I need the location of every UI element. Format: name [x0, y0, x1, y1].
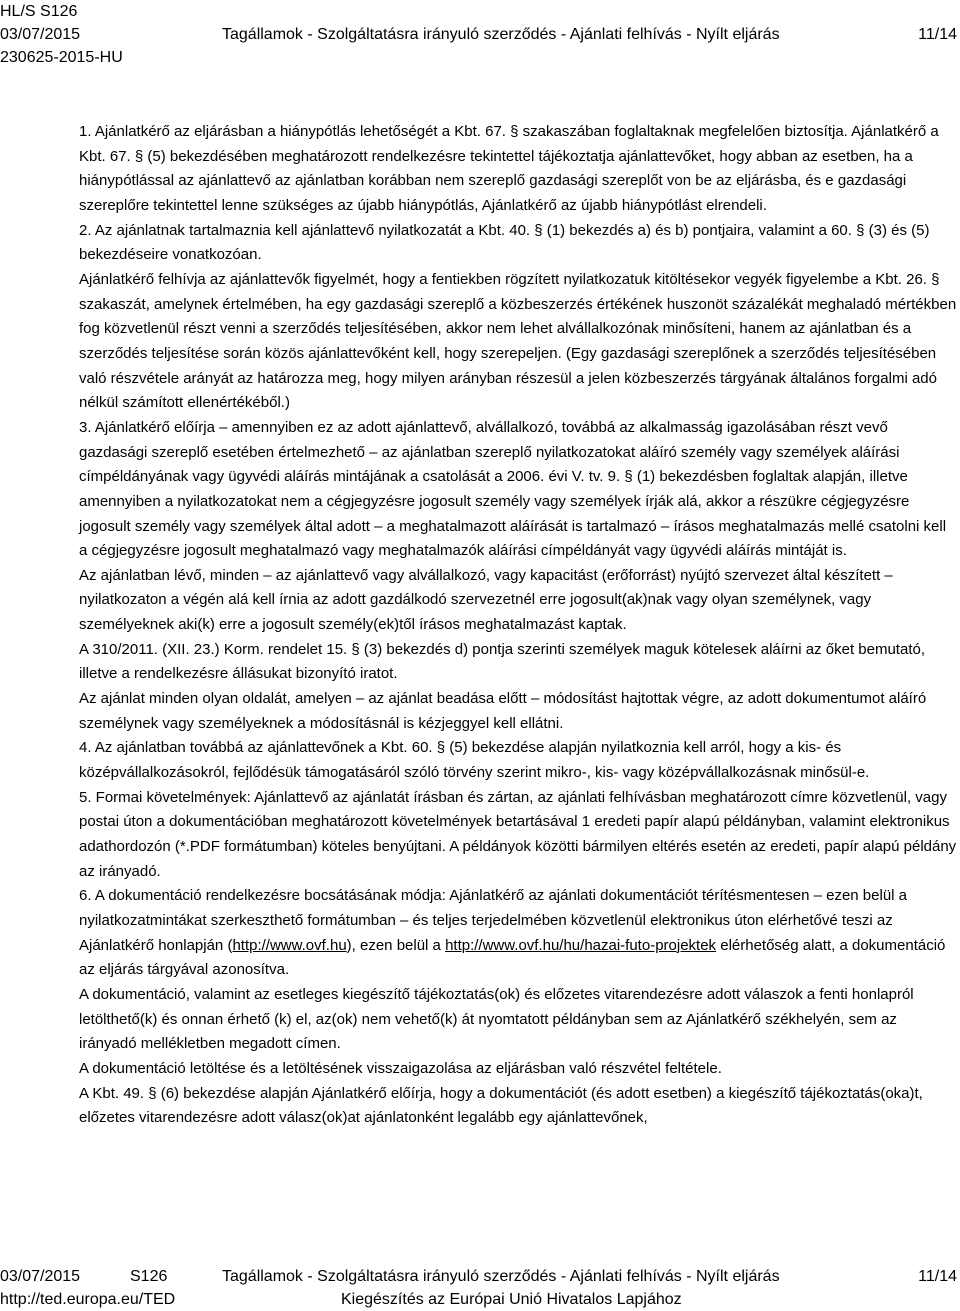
footer-series: S126 — [130, 1268, 168, 1285]
footer-row-2 — [0, 1288, 960, 1311]
paragraph: 5. Formai követelmények: Ajánlattevő az ajánlatát írásban és zártan, az ajánlati felhívásban meghatározott címre közvetlenül, vagy postai úton a dokumentációban meghatározott követelmények betartásával 1 eredeti papír alapú példányban, valamint elektronikus adathordozón (*.PDF formátumban) köteles benyújtani. A példányok közötti bármilyen eltérés esetén az eredeti, papír alapú példány az irányadó. — [79, 788, 957, 880]
paragraph: 4. Az ajánlatban továbbá az ajánlattevőnek a Kbt. 60. § (5) bekezdése alapján nyilatkoznia kell arról, hogy a kis- és középvállalkozásokról, fejlődésük támogatásáról szóló törvény szerint mikro-, kis- vagy középvállalkozásnak minősül-e. — [79, 739, 870, 782]
paragraph: Az ajánlat minden olyan oldalát, amelyen – az ajánlat beadása előtt – módosítást hajtottak végre, az adott dokumentumot aláíró személynek vagy személyeknek a módosításnál is kézjeggyel kell ellátni. — [79, 690, 927, 732]
paragraph: 2. Az ajánlatnak tartalmaznia kell ajánlattevő nyilatkozatát a Kbt. 40. § (1) bekezdés a) és b) pontjaira, valamint a 60. § (3) és (5) bekezdéseire vonatkozóan. — [79, 221, 930, 264]
header-row-3 — [0, 46, 960, 69]
header-row-2 — [0, 23, 960, 46]
footer-row-1 — [0, 1265, 960, 1288]
ted-link[interactable]: http://ted.europa.eu/TED — [0, 1291, 176, 1308]
page-footer — [0, 1265, 960, 1311]
header-page-number: 11/14 — [918, 26, 957, 43]
footer-title: Tagállamok - Szolgáltatásra irányuló szerződés - Ajánlati felhívás - Nyílt eljárás — [222, 1268, 780, 1285]
paragraph: 3. Ajánlatkérő előírja – amennyiben ez az adott ajánlattevő, alvállalkozó, továbbá az alkalmasság igazolásában részt vevő gazdasági szereplő esetében értelmezhető – az ajánlatban szereplő nyilatkozatokat aláíró személy vagy személyek aláírási címpéldányának vagy ügyvédi aláírás mintájának a csatolását a 2006. évi V. tv. 9. § (1) bekezdésben foglaltak alapján, illetve amennyiben a nyilatkozatokat nem a cégjegyzésre jogosult személy vagy személyek írják alá, akkor a részükre cégjegyzésre jogosult személy vagy személyek által adott – a meghatalmazott aláírását is tartalmazó – írásos meghatalmazás mellé csatolni kell a cégjegyzésre jogosult meghatalmazó vagy meghatalmazók aláírási címpéldányát vagy ügyvédi aláírás mintáját is. — [79, 418, 947, 560]
paragraph-documentation-access — [79, 884, 957, 983]
ovf-projects-link[interactable]: http://www.ovf.hu/hu/hazai-futo-projektek — [445, 936, 717, 954]
header-row-1 — [0, 0, 960, 23]
paragraph: A Kbt. 49. § (6) bekezdése alapján Ajánlatkérő előírja, hogy a dokumentációt (és adott esetben) a kiegészítő tájékoztatás(oka)t, előzetes vitarendezésre adott válasz(ok)at ajánlatonként legalább egy ajánlattevőnek, — [79, 1084, 923, 1127]
paragraph: A 310/2011. (XII. 23.) Korm. rendelet 15. § (3) bekezdés d) pontja szerinti személyek maguk kötelesek aláírni az őket bemutató, illetve a rendelkezésre állásukat bizonyító iratot. — [79, 640, 925, 683]
paragraph-text: ), ezen belül a — [346, 936, 446, 954]
paragraph: A dokumentáció, valamint az esetleges kiegészítő tájékoztatás(ok) és előzetes vitarendezésre adott válaszok a fenti honlapról letölthető(k) és onnan érhető (k) el, az(ok) nem vehető(k) át nyomtatott példányban sem az Ajánlatkérő székhelyén, sem az irányadó mellékletben megadott címen. — [79, 985, 914, 1053]
header-title: Tagállamok - Szolgáltatásra irányuló szerződés - Ajánlati felhívás - Nyílt eljárás — [222, 26, 780, 43]
document-body — [79, 120, 957, 1131]
footer-date: 03/07/2015 — [0, 1268, 81, 1285]
footer-page-number: 11/14 — [918, 1268, 957, 1285]
footer-supplement: Kiegészítés az Európai Unió Hivatalos Lapjához — [341, 1291, 682, 1308]
paragraph-text: 6. A dokumentáció rendelkezésre bocsátásának módja: Ajánlatkérő az ajánlati dokumentációt térítésmentesen – ezen belül a nyilatkozatmintákat szerkeszthető formátumban – és teljes terjedelmében közvetlenül elektronikus úton elérhetővé teszi az Ajánlatkérő honlapján ( — [79, 887, 908, 954]
header-date: 03/07/2015 — [0, 26, 81, 43]
paragraph: 1. Ajánlatkérő az eljárásban a hiánypótlás lehetőségét a Kbt. 67. § szakaszában foglaltaknak megfelelően biztosítja. Ajánlatkérő a Kbt. 67. § (5) bekezdésében meghatározott rendelkezésre tekintettel tájékoztatja ajánlattevőket, hogy abban az esetben, ha a hiánypótlással az ajánlattevő az ajánlatban korábban nem szereplő gazdasági szereplőt von be az eljárásba, és e gazdasági szereplőre tekintettel lenne szükséges az újabb hiánypótlás, Ajánlatkérő az újabb hiánypótlást elrendeli. — [79, 123, 939, 214]
header-reference: 230625-2015-HU — [0, 49, 123, 66]
doc-code: HL/S S126 — [0, 3, 78, 20]
paragraph-text: elérhetőség alatt, a dokumentáció az eljárás tárgyával azonosítva. — [79, 936, 946, 979]
paragraph: A dokumentáció letöltése és a letöltésének visszaigazolása az eljárásban való részvétel feltétele. — [79, 1059, 722, 1077]
paragraph: Ajánlatkérő felhívja az ajánlattevők figyelmét, hogy a fentiekben rögzített nyilatkozatuk kitöltésekor vegyék figyelembe a Kbt. 26. § szakaszát, amelynek értelmében, ha egy gazdasági szereplő a közbeszerzés értékének huszonöt százalékát meghaladó mértékben fog közvetlenül részt venni a szerződés teljesítésében, akkor nem lehet alvállalkozónak minősíteni, hanem az ajánlatban és a szerződés teljesítése során közös ajánlattevőként kell, hogy szerepeljen. (Egy gazdasági szereplőnek a szerződés teljesítésében való részvétele arányát az határozza meg, hogy milyen arányban részesül a jelen közbeszerzés tárgyának általános forgalmi adó nélkül számított ellenértékéből.) — [79, 270, 957, 412]
paragraph: Az ajánlatban lévő, minden – az ajánlattevő vagy alvállalkozó, vagy kapacitást (erőforrást) nyújtó szervezet által készített – nyilatkozaton a végén alá kell írnia az adott gazdálkodó szervezetnél erre jogosult(ak)nak vagy olyan személynek, vagy személyeknek aki(k) erre a jogosult személy(ek)től írásos meghatalmazást kaptak. — [79, 566, 893, 634]
ovf-homepage-link[interactable]: http://www.ovf.hu — [232, 936, 347, 954]
page-header — [0, 0, 960, 69]
